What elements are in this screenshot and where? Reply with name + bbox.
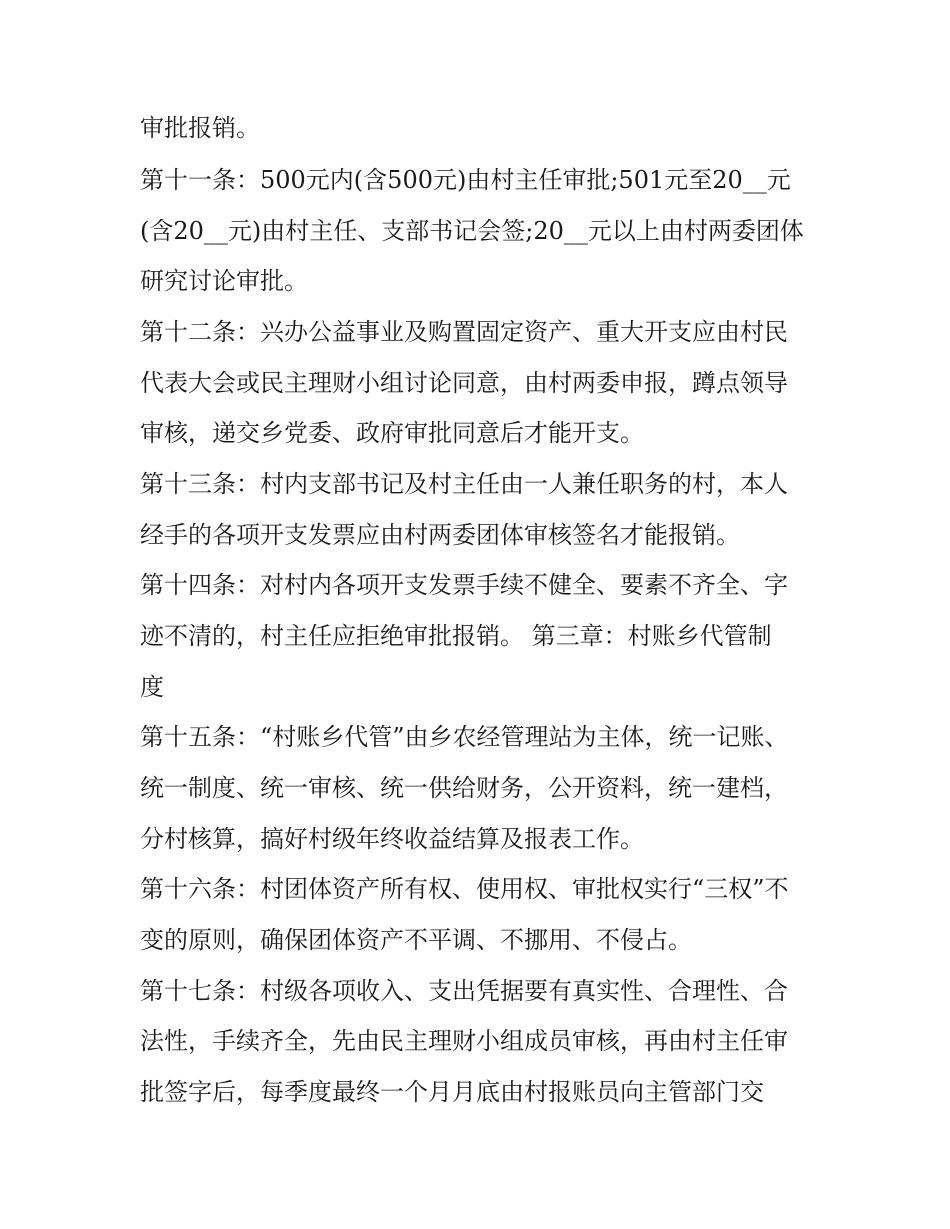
text-line: 研究讨论审批。 <box>140 267 308 295</box>
text-line: 第十五条：“村账乡代管”由乡农经管理站为主体，统一记账、 <box>140 723 789 751</box>
text-line: 第十四条：对村内各项开支发票手续不健全、要素不齐全、字 <box>140 571 788 599</box>
text-line: 审批报销。 <box>140 114 260 142</box>
text-line: 分村核算，搞好村级年终收益结算及报表工作。 <box>140 825 644 853</box>
text-line: 第十七条：村级各项收入、支出凭据要有真实性、合理性、合 <box>140 977 788 1005</box>
text-line: 经手的各项开支发票应由村两委团体审核签名才能报销。 <box>140 521 740 549</box>
text-line: 迹不清的，村主任应拒绝审批报销。 第三章：村账乡代管制 <box>140 622 772 650</box>
text-line: 第十二条：兴办公益事业及购置固定资产、重大开支应由村民 <box>140 318 788 346</box>
text-line: 第十一条：500元内(含500元)由村主任审批;501元至20__元 <box>140 166 791 194</box>
text-line: 度 <box>140 673 164 701</box>
text-line: 法性，手续齐全，先由民主理财小组成员审核，再由村主任审 <box>140 1027 788 1055</box>
text-line: 第十三条：村内支部书记及村主任由一人兼任职务的村，本人 <box>140 470 788 498</box>
text-line: 第十六条：村团体资产所有权、使用权、审批权实行“三权”不 <box>140 875 789 903</box>
text-line: 批签字后，每季度最终一个月月底由村报账员向主管部门交 <box>140 1078 764 1106</box>
text-line: 审核，递交乡党委、政府审批同意后才能开支。 <box>140 419 644 447</box>
text-line: 变的原则，确保团体资产不平调、不挪用、不侵占。 <box>140 926 692 954</box>
text-line: 统一制度、统一审核、统一供给财务，公开资料，统一建档， <box>140 774 788 802</box>
text-line: 代表大会或民主理财小组讨论同意，由村两委申报，蹲点领导 <box>140 369 788 397</box>
text-line: (含20__元)由村主任、支部书记会签;20__元以上由村两委团体 <box>140 217 804 245</box>
